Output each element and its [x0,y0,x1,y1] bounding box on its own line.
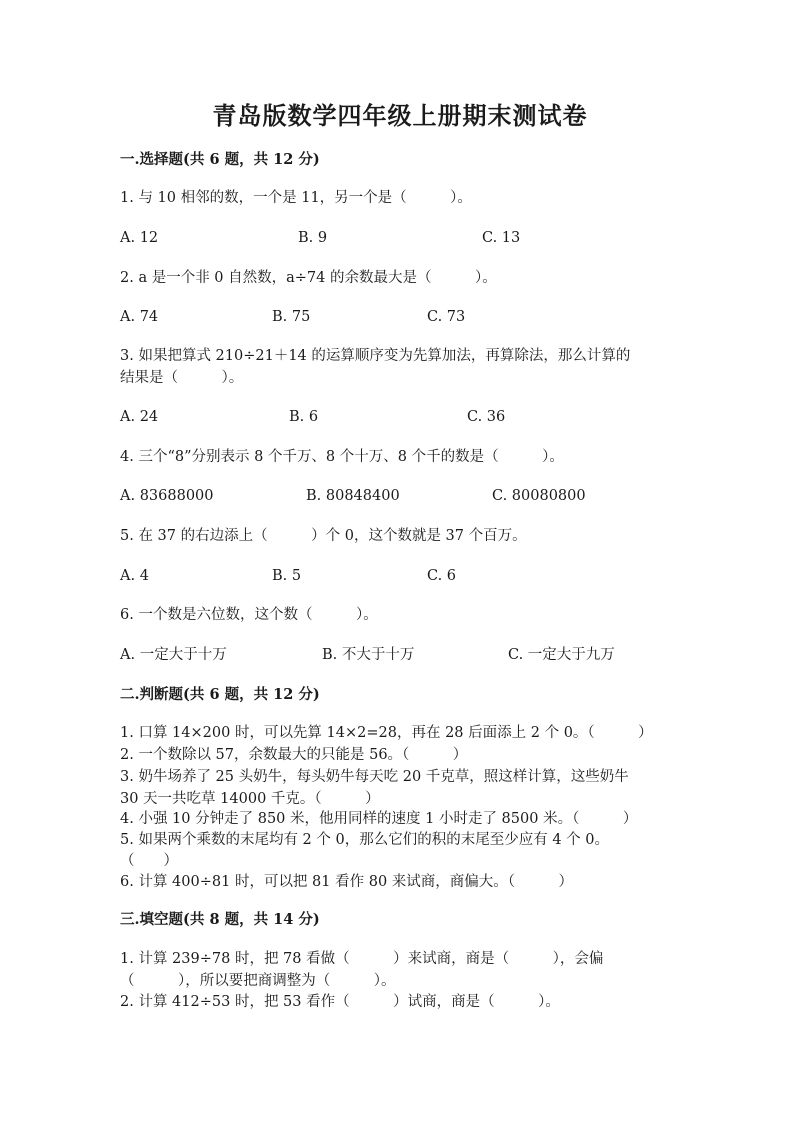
judgement-line-1: 1. 口算 14×200 时，可以先算 14×2=28，再在 28 后面添上 2 个 0。（ ） [120,725,653,741]
judgement-line-6: 6. 计算 400÷81 时，可以把 81 看作 80 来试商，商偏大。（ ） [120,874,574,890]
choice-q3-stem: 3. 如果把算式 210÷21＋14 的运算顺序变为先算加法，再算除法，那么计算的 [120,348,631,364]
choice-q6-option-c: C. 一定大于九万 [508,647,615,663]
choice-q6-option-b: B. 不大于十万 [322,647,415,663]
judgement-line-4: 4. 小强 10 分钟走了 850 米，他用同样的速度 1 小时走了 8500 米。（ ） [120,811,638,827]
choice-q1-option-a: A. 12 [120,230,159,246]
choice-q1-stem: 1. 与 10 相邻的数，一个是 11，另一个是（ ）。 [120,190,472,206]
judgement-line-3: 3. 奶牛场养了 25 头奶牛，每头奶牛每天吃 20 千克草，照这样计算，这些奶牛 [120,769,629,785]
judgement-line-3-continued: 30 天一共吃草 14000 千克。（ ） [120,791,380,807]
choice-q5-option-c: C. 6 [427,568,457,584]
choice-q6-option-a: A. 一定大于十万 [120,647,227,663]
choice-q3-stem-continued: 结果是（ ）。 [120,370,244,386]
choice-q5-option-b: B. 5 [272,568,302,584]
choice-q3-option-c: C. 36 [467,409,506,425]
choice-q2-stem: 2. a 是一个非 0 自然数，a÷74 的余数最大是（ ）。 [120,270,497,286]
choice-q4-option-c: C. 80080800 [492,488,586,504]
choice-q6-stem: 6. 一个数是六位数，这个数（ ）。 [120,607,378,623]
choice-q3-option-b: B. 6 [289,409,319,425]
fill-line-1-continued: （ ），所以要把商调整为（ ）。 [120,973,396,989]
fill-line-2: 2. 计算 412÷53 时，把 53 看作（ ）试商，商是（ ）。 [120,994,560,1010]
section-heading-judgement: 二.判断题(共 6 题，共 12 分) [120,686,320,703]
judgement-line-2: 2. 一个数除以 57，余数最大的只能是 56。（ ） [120,747,468,763]
fill-line-1: 1. 计算 239÷78 时，把 78 看做（ ）来试商，商是（ ），会偏 [120,951,604,967]
choice-q4-option-b: B. 80848400 [306,488,400,504]
page-title: 青岛版数学四年级上册期末测试卷 [212,101,588,130]
choice-q2-option-b: B. 75 [272,309,311,325]
choice-q3-option-a: A. 24 [120,409,159,425]
judgement-line-5-continued: （ ） [120,853,178,869]
section-heading-fill-in: 三.填空题(共 8 题，共 14 分) [120,911,320,928]
judgement-line-5: 5. 如果两个乘数的末尾均有 2 个 0，那么它们的积的末尾至少应有 4 个 0。 [120,832,609,848]
section-heading-choice: 一.选择题(共 6 题，共 12 分) [120,151,320,168]
choice-q5-stem: 5. 在 37 的右边添上（ ）个 0，这个数就是 37 个百万。 [120,528,527,544]
choice-q2-option-a: A. 74 [120,309,159,325]
choice-q2-option-c: C. 73 [427,309,466,325]
choice-q4-option-a: A. 83688000 [120,488,214,504]
choice-q4-stem: 4. 三个“8”分别表示 8 个千万、8 个十万、8 个千的数是（ ）。 [120,449,564,465]
choice-q5-option-a: A. 4 [120,568,149,584]
choice-q1-option-b: B. 9 [298,230,328,246]
choice-q1-option-c: C. 13 [482,230,521,246]
